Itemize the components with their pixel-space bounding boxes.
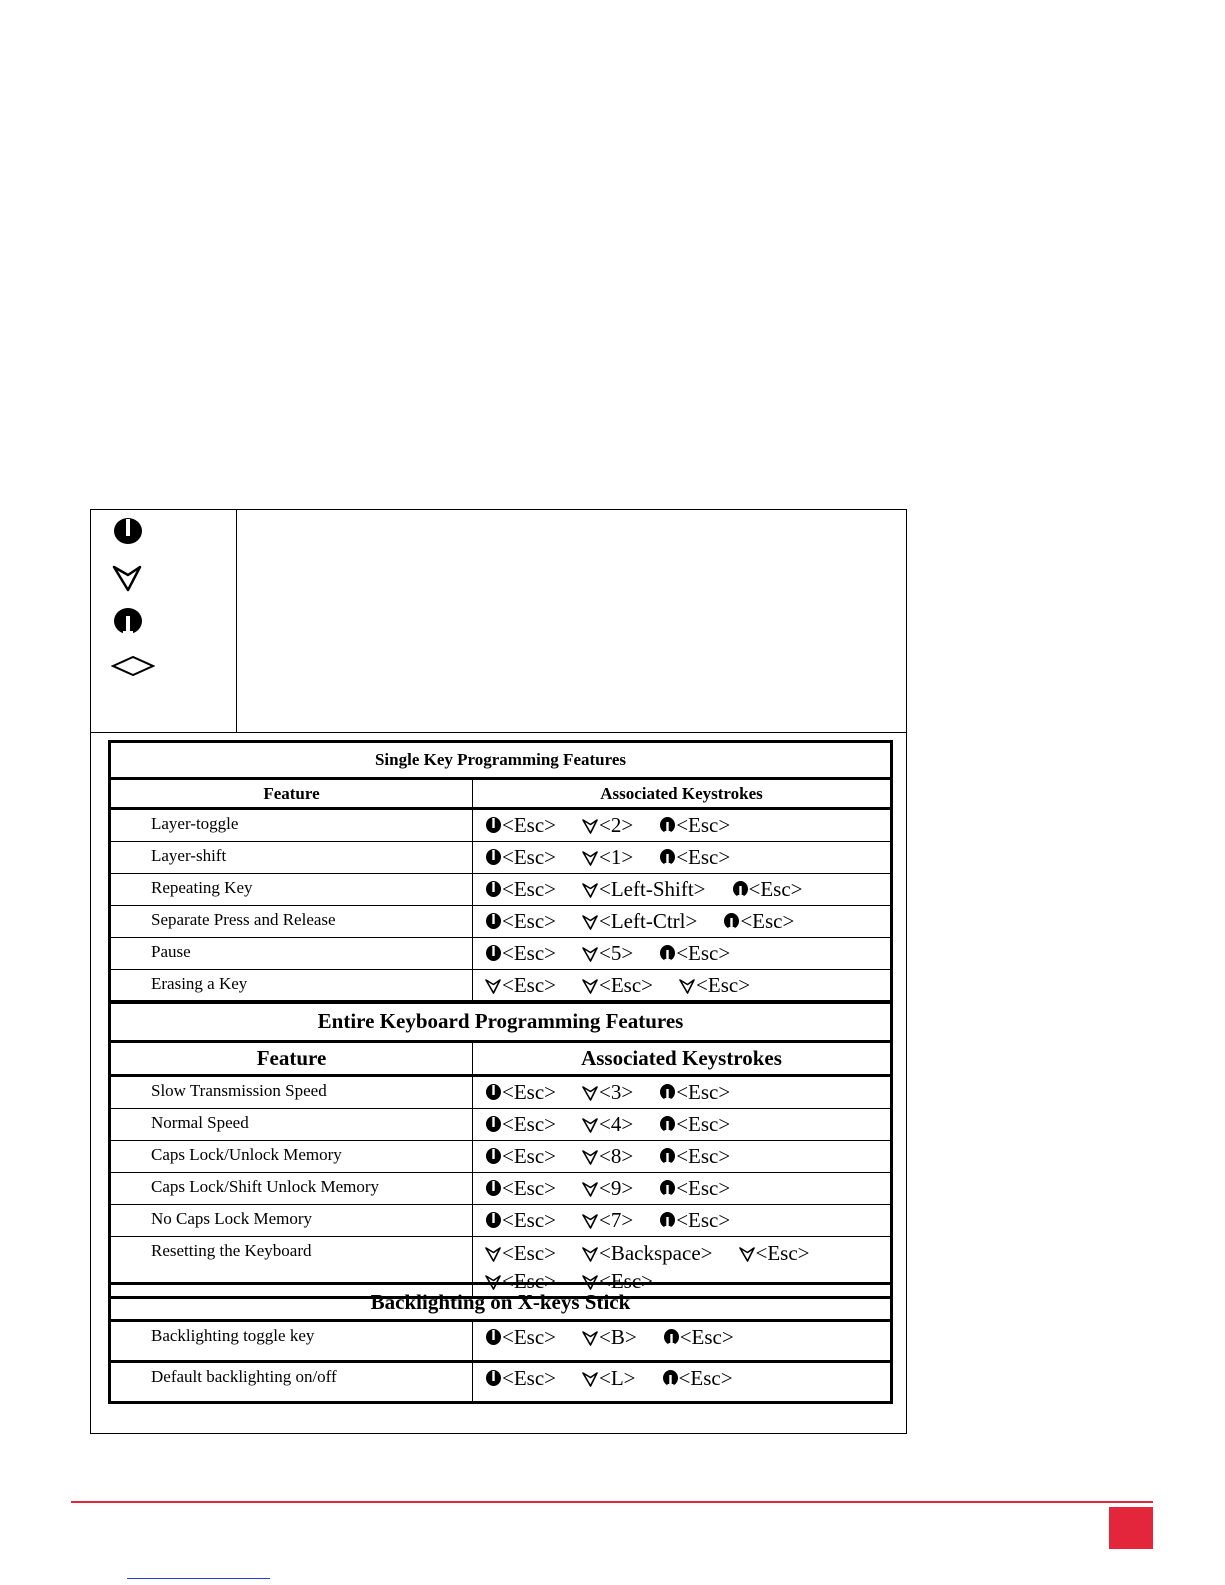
- press-icon: [485, 943, 502, 968]
- keystroke: [582, 813, 633, 840]
- keystroke-label: <8>: [599, 1144, 634, 1168]
- tap-icon: [679, 975, 696, 1000]
- tap-icon: [582, 1082, 599, 1107]
- keystroke-sequence: [473, 1362, 892, 1403]
- keystroke-label: <Esc>: [676, 1080, 731, 1104]
- footer-link[interactable]: [127, 1578, 270, 1579]
- footer-rule: [71, 1501, 1153, 1503]
- keystroke-label: <Esc>: [676, 813, 731, 837]
- table-row: [110, 1141, 892, 1173]
- release-icon: [659, 943, 676, 968]
- keystroke-sequence: [473, 970, 892, 1003]
- feature-name: Layer-toggle: [110, 809, 473, 842]
- keystroke-label: <7>: [599, 1208, 634, 1232]
- keystroke: [485, 973, 556, 1000]
- keystroke: [582, 941, 633, 968]
- keystroke: [582, 877, 706, 904]
- keystroke: [582, 909, 697, 936]
- table-row: [110, 1076, 892, 1109]
- keystroke-label: <5>: [599, 941, 634, 965]
- keystroke: [582, 1080, 633, 1107]
- keystroke: [663, 1325, 734, 1352]
- table-row: [110, 970, 892, 1003]
- tap-icon: [582, 1114, 599, 1139]
- tap-icon: [582, 1210, 599, 1235]
- keystroke-sequence: [473, 809, 892, 842]
- keystroke: [485, 813, 556, 840]
- tap-icon: [739, 1242, 756, 1268]
- keystroke: [582, 1325, 637, 1352]
- keystroke-label: <Left-Shift>: [599, 877, 706, 901]
- feature-name: Erasing a Key: [110, 970, 473, 1003]
- release-icon: [659, 847, 676, 872]
- keystroke: [723, 909, 794, 936]
- table-row: [110, 874, 892, 906]
- entire-keyboard-table: [108, 1000, 893, 1299]
- keystroke-label: <Esc>: [502, 1269, 557, 1293]
- keystroke-label: <Esc>: [502, 1241, 557, 1265]
- diamond-icon: [111, 654, 155, 683]
- table-row: [110, 1205, 892, 1237]
- table-row: [110, 809, 892, 842]
- keystroke: [662, 1366, 733, 1393]
- tap-icon: [582, 1327, 599, 1352]
- table-row: [110, 938, 892, 970]
- keystroke-sequence: [473, 874, 892, 906]
- feature-name: Caps Lock/Unlock Memory: [110, 1141, 473, 1173]
- keystroke-sequence: [473, 1109, 892, 1141]
- legend-description-column: [237, 510, 906, 732]
- keystroke: [582, 1208, 633, 1235]
- press-icon: [485, 1368, 502, 1393]
- keystroke-label: <L>: [599, 1366, 636, 1390]
- release-icon: [732, 879, 749, 904]
- tap-icon: [485, 1242, 502, 1268]
- press-icon: [485, 1210, 502, 1235]
- keystroke: [485, 1366, 556, 1393]
- table-row: [110, 1109, 892, 1141]
- keystroke-label: <Esc>: [502, 1208, 557, 1232]
- keystroke: [582, 1176, 633, 1203]
- keystroke: [485, 877, 556, 904]
- keystroke-sequence: [473, 938, 892, 970]
- keystroke-sequence: [473, 1173, 892, 1205]
- keystroke-label: <Esc>: [676, 941, 731, 965]
- keystroke-label: <9>: [599, 1176, 634, 1200]
- press-icon: [485, 1082, 502, 1107]
- keystroke: [485, 941, 556, 968]
- keystroke-label: <Esc>: [676, 1208, 731, 1232]
- keystroke: [485, 845, 556, 872]
- keystroke: [582, 845, 633, 872]
- keystroke-sequence: [473, 842, 892, 874]
- keystroke-sequence: [473, 906, 892, 938]
- table-row: [110, 1321, 892, 1362]
- keystroke: [485, 1176, 556, 1203]
- release-icon: [663, 1327, 680, 1352]
- feature-name: Separate Press and Release: [110, 906, 473, 938]
- table-title: Backlighting on X-keys Stick: [110, 1284, 892, 1321]
- press-icon: [485, 1327, 502, 1352]
- keystroke: [485, 1144, 556, 1171]
- keystroke-label: <Esc>: [502, 1366, 557, 1390]
- keystroke-label: <1>: [599, 845, 634, 869]
- press-icon: [485, 1178, 502, 1203]
- keystroke-label: <4>: [599, 1112, 634, 1136]
- feature-name: Pause: [110, 938, 473, 970]
- legend-icon-column: [91, 510, 237, 732]
- keystroke-label: <Left-Ctrl>: [599, 909, 698, 933]
- keystrokes-header: Associated Keystrokes: [473, 779, 892, 809]
- feature-name: Repeating Key: [110, 874, 473, 906]
- table-row: [110, 1173, 892, 1205]
- keystroke-label: <Backspace>: [599, 1241, 713, 1265]
- table-row: [110, 1362, 892, 1403]
- feature-header: Feature: [110, 779, 473, 809]
- keystroke: [485, 1240, 556, 1268]
- release-icon: [659, 1178, 676, 1203]
- keystroke-label: <B>: [599, 1325, 637, 1349]
- backlighting-table: [108, 1282, 893, 1404]
- keystroke: [679, 973, 750, 1000]
- feature-name: Resetting the Keyboard: [110, 1237, 473, 1298]
- keystroke-label: <Esc>: [502, 1325, 557, 1349]
- tap-icon: [111, 562, 145, 597]
- symbol-legend: [90, 509, 907, 733]
- keystroke: [485, 1112, 556, 1139]
- tap-icon: [582, 975, 599, 1000]
- release-icon: [659, 1210, 676, 1235]
- keystroke-label: <3>: [599, 1080, 634, 1104]
- release-icon: [662, 1368, 679, 1393]
- keystroke-label: <Esc>: [502, 941, 557, 965]
- table-title: Single Key Programming Features: [110, 742, 892, 779]
- keystroke: [659, 941, 730, 968]
- keystroke-label: <Esc>: [679, 1325, 734, 1349]
- table-row: [110, 906, 892, 938]
- keystroke-label: <Esc>: [502, 1144, 557, 1168]
- press-icon: [485, 911, 502, 936]
- keystroke-label: <Esc>: [599, 973, 654, 997]
- keystroke: [485, 1325, 556, 1352]
- keystroke: [732, 877, 803, 904]
- tap-icon: [582, 879, 599, 904]
- tap-icon: [582, 1368, 599, 1393]
- keystroke: [485, 1208, 556, 1235]
- press-icon: [485, 879, 502, 904]
- release-icon: [111, 606, 145, 641]
- keystroke: [659, 1176, 730, 1203]
- table-row: [110, 842, 892, 874]
- table-title: Entire Keyboard Programming Features: [110, 1002, 892, 1042]
- keystroke-label: <Esc>: [676, 845, 731, 869]
- release-icon: [659, 1146, 676, 1171]
- keystroke-label: <Esc>: [748, 877, 803, 901]
- keystroke-label: <Esc>: [502, 845, 557, 869]
- press-icon: [485, 1114, 502, 1139]
- press-icon: [111, 516, 145, 551]
- keystroke: [659, 813, 730, 840]
- keystroke-label: <Esc>: [696, 973, 751, 997]
- keystroke: [659, 845, 730, 872]
- tap-icon: [582, 1178, 599, 1203]
- page-number: [1109, 1507, 1153, 1549]
- keystroke: [659, 1112, 730, 1139]
- tap-icon: [582, 815, 599, 840]
- feature-name: Backlighting toggle key: [110, 1321, 473, 1362]
- keystroke-sequence: [473, 1321, 892, 1362]
- keystroke: [582, 1240, 712, 1268]
- feature-name: Layer-shift: [110, 842, 473, 874]
- keystroke: [485, 909, 556, 936]
- keystroke-label: <Esc>: [755, 1241, 810, 1265]
- single-key-table: [108, 740, 893, 1004]
- keystroke-label: <Esc>: [740, 909, 795, 933]
- keystroke: [582, 1144, 633, 1171]
- keystroke-label: <Esc>: [502, 973, 557, 997]
- release-icon: [723, 911, 740, 936]
- keystroke-sequence: [473, 1205, 892, 1237]
- tap-icon: [582, 911, 599, 936]
- keystroke-label: <Esc>: [502, 1080, 557, 1104]
- keystroke-label: <Esc>: [502, 877, 557, 901]
- feature-name: Slow Transmission Speed: [110, 1076, 473, 1109]
- feature-name: Default backlighting on/off: [110, 1362, 473, 1403]
- keystrokes-header: Associated Keystrokes: [473, 1042, 892, 1076]
- keystroke-label: <Esc>: [502, 813, 557, 837]
- tap-icon: [582, 1146, 599, 1171]
- keystroke-label: <Esc>: [678, 1366, 733, 1390]
- keystroke-sequence: [473, 1141, 892, 1173]
- keystroke: [659, 1144, 730, 1171]
- tap-icon: [582, 847, 599, 872]
- keystroke: [485, 1080, 556, 1107]
- keystroke: [659, 1208, 730, 1235]
- release-icon: [659, 1114, 676, 1139]
- keystroke-label: <Esc>: [599, 1269, 654, 1293]
- keystroke-label: <Esc>: [502, 909, 557, 933]
- feature-name: Normal Speed: [110, 1109, 473, 1141]
- release-icon: [659, 1082, 676, 1107]
- press-icon: [485, 815, 502, 840]
- press-icon: [485, 847, 502, 872]
- keystroke: [659, 1080, 730, 1107]
- keystroke-label: <Esc>: [502, 1176, 557, 1200]
- keystroke: [582, 1366, 636, 1393]
- tap-icon: [485, 975, 502, 1000]
- keystroke-label: <2>: [599, 813, 634, 837]
- tap-icon: [582, 943, 599, 968]
- tap-icon: [582, 1242, 599, 1268]
- keystroke-label: <Esc>: [502, 1112, 557, 1136]
- keystroke: [582, 1112, 633, 1139]
- keystroke-label: <Esc>: [676, 1144, 731, 1168]
- keystroke: [582, 973, 653, 1000]
- keystroke-label: <Esc>: [676, 1176, 731, 1200]
- keystroke: [739, 1240, 810, 1268]
- feature-name: Caps Lock/Shift Unlock Memory: [110, 1173, 473, 1205]
- release-icon: [659, 815, 676, 840]
- feature-name: No Caps Lock Memory: [110, 1205, 473, 1237]
- feature-header: Feature: [110, 1042, 473, 1076]
- press-icon: [485, 1146, 502, 1171]
- keystroke-label: <Esc>: [676, 1112, 731, 1136]
- keystroke-sequence: [473, 1076, 892, 1109]
